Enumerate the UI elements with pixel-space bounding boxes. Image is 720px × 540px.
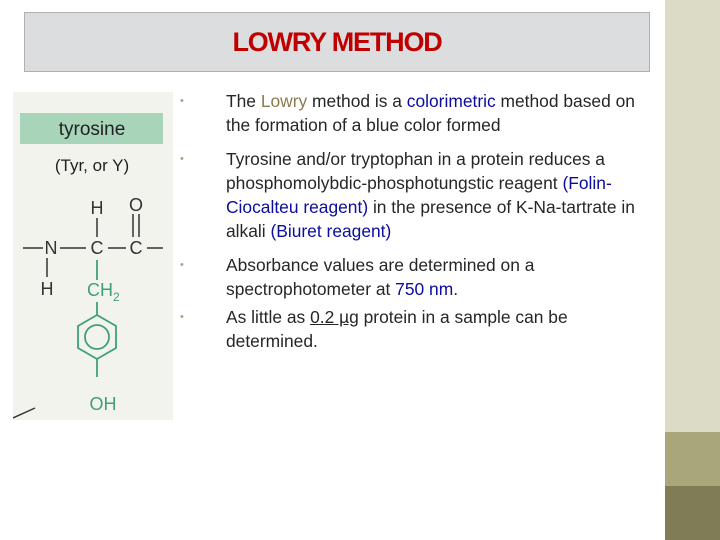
bullet-list bbox=[176, 89, 656, 353]
text-run: Absorbance values are determined on a spectrophotometer at bbox=[226, 255, 535, 299]
highlight-amount: 0.2 µg bbox=[310, 307, 359, 327]
atom-c-carbonyl: C bbox=[129, 238, 143, 258]
phenyl-ring bbox=[78, 315, 116, 359]
highlight-biuret-reagent: (Biuret reagent) bbox=[270, 221, 392, 241]
tyrosine-code: (Tyr, or Y) bbox=[54, 156, 130, 175]
tyrosine-structure-diagram bbox=[13, 92, 173, 420]
title-bar bbox=[24, 12, 650, 72]
text-run: . bbox=[453, 279, 459, 299]
atom-h-bottom: H bbox=[40, 279, 54, 299]
highlight-colorimetric: colorimetric bbox=[406, 91, 496, 111]
atom-c-alpha: C bbox=[90, 238, 104, 258]
sidebar-block-dark bbox=[665, 486, 720, 540]
truncated-bond bbox=[13, 408, 35, 418]
atom-oh: OH bbox=[89, 394, 117, 414]
text-run: The bbox=[226, 91, 261, 111]
text-run: Tyrosine and/or tryptophan in a protein reduces a phosphomolybdic-phosphotungstic reagent bbox=[226, 149, 605, 193]
bullet-marker: • bbox=[180, 95, 184, 107]
bullet-item-3 bbox=[176, 253, 656, 301]
bullet-marker: • bbox=[180, 259, 184, 271]
atom-o-top: O bbox=[128, 195, 144, 215]
text-run: As little as bbox=[226, 307, 311, 327]
bullet-marker: • bbox=[180, 311, 184, 323]
tyrosine-label: tyrosine bbox=[58, 119, 126, 140]
tyrosine-structure-figure bbox=[13, 92, 173, 420]
text-run: method based on the formation of a blue color formed bbox=[226, 91, 635, 135]
text-run: protein in a sample can be determined. bbox=[226, 307, 568, 351]
highlight-wavelength: 750 nm bbox=[395, 279, 454, 299]
side-chain bbox=[78, 260, 116, 377]
sidebar-block-light bbox=[665, 432, 720, 486]
aromatic-circle bbox=[85, 325, 109, 349]
text-run: method is a bbox=[307, 91, 407, 111]
slide-title: LOWRY METHOD bbox=[232, 26, 442, 57]
bullet-item-2 bbox=[176, 147, 656, 243]
highlight-lowry: Lowry bbox=[260, 91, 308, 111]
decorative-sidebar bbox=[665, 0, 720, 540]
text-run: in the presence of K-Na-tartrate in alkali bbox=[226, 197, 635, 241]
atom-h-top: H bbox=[90, 198, 104, 218]
highlight-folin-reagent: (Folin-Ciocalteu reagent) bbox=[226, 173, 612, 217]
bullet-marker: • bbox=[180, 153, 184, 165]
atom-ch2: $CH_2$ bbox=[87, 280, 120, 304]
bullet-item-1 bbox=[176, 89, 656, 137]
atom-n: N bbox=[44, 238, 58, 258]
bullet-item-4 bbox=[176, 305, 656, 353]
